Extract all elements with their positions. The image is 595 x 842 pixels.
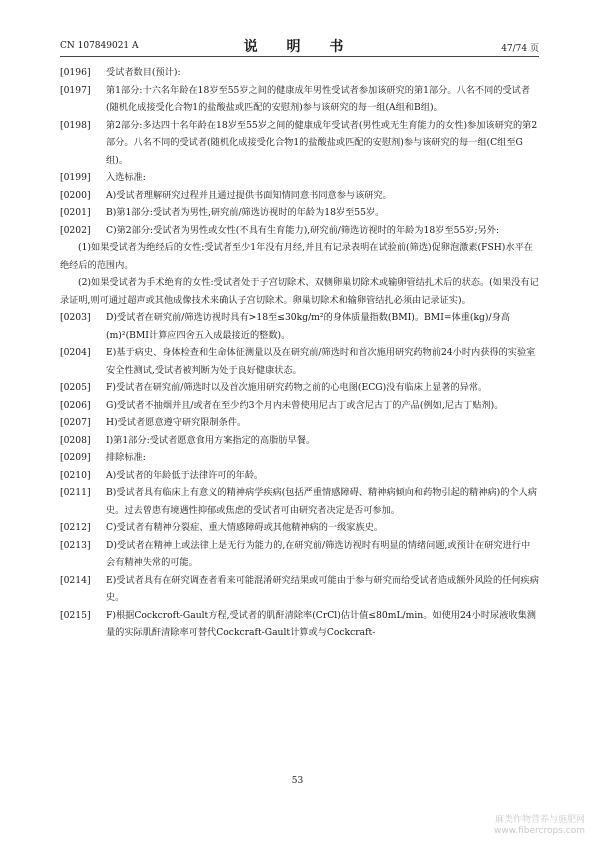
paragraph-text: F)受试者在研究前/筛选时以及首次施用研究药物之前的心电图(ECG)没有临床上显著的异常。 xyxy=(106,382,488,393)
paragraph-text: B)受试者具有临床上有意义的精神病学疾病(包括严重情感障碍、精神病倾向和药物引起的精神病)的个人病史。过去曾患有境遇性抑郁或焦虑的受试者可由研究者决定是否可参加。 xyxy=(106,487,537,516)
paragraph xyxy=(60,344,539,379)
paragraph xyxy=(60,222,539,240)
paragraph-number: [0208] xyxy=(60,434,91,446)
paragraph-number: [0198] xyxy=(60,119,91,131)
paragraph-number: [0203] xyxy=(60,312,91,323)
paragraph-text: C)受试者有精神分裂症、重大情感障碍或其他精神病的一级家族史。 xyxy=(106,522,384,533)
header-rule xyxy=(60,56,539,57)
paragraph xyxy=(60,449,539,467)
watermark-url: www.fibercrops.com xyxy=(494,826,585,836)
paragraph-number: [0199] xyxy=(60,172,91,183)
paragraph xyxy=(60,414,539,432)
paragraph-text: A)受试者的年龄低于法律许可的年龄。 xyxy=(106,469,264,481)
document-body xyxy=(60,64,539,642)
page-number: 53 xyxy=(291,776,304,786)
paragraph xyxy=(60,572,539,607)
paragraph xyxy=(60,82,539,117)
paragraph-text: H)受试者愿意遵守研究限制条件。 xyxy=(106,417,247,428)
sub-paragraph: (1)如果受试者为绝经后的女性:受试者至少1年没有月经,并且有记录表明在试验前(筛选)促卵泡激素(FSH)水平在绝经后的范围内。 xyxy=(60,242,533,271)
paragraph-text: E)受试者具有在研究调查者看来可能混淆研究结果或可能由于参与研究而给受试者造成额外风险的任何疾病史。 xyxy=(106,574,539,603)
paragraph-text: 入选标准: xyxy=(106,172,146,183)
paragraph xyxy=(60,432,539,450)
paragraph-number: [0201] xyxy=(60,207,91,218)
paragraph-text: 第2部分:多达四十名年龄在18岁至55岁之间的健康成年受试者(男性或无生育能力的女性)参加该研究的第2部分。八名不同的受试者(随机化成接受化合物1的盐酸盐或匹配的安慰剂)参与该研究的每一组(C组至G组)。 xyxy=(106,119,538,166)
paragraph-text: 受试者数目(预计): xyxy=(106,67,181,78)
paragraph-text: 第1部分:十六名年龄在18岁至55岁之间的健康成年男性受试者参加该研究的第1部分。八名不同的受试者(随机化成接受化合物1的盐酸盐或匹配的安慰剂)参与该研究的每一组(A组和B组)。 xyxy=(106,84,531,113)
paragraph xyxy=(60,484,539,519)
paragraph-number: [0204] xyxy=(60,347,91,358)
paragraph-number: [0210] xyxy=(60,469,91,481)
paragraph-text: G)受试者不抽烟并且/或者在至少约3个月内未曾使用尼古丁或含尼古丁的产品(例如,尼古丁贴剂)。 xyxy=(106,399,504,411)
paragraph xyxy=(60,397,539,415)
paragraph-text: B)第1部分:受试者为男性,研究前/筛选访视时的年龄为18岁至55岁。 xyxy=(106,207,385,218)
paragraph-number: [0207] xyxy=(60,417,91,428)
paragraph xyxy=(60,204,539,222)
paragraph xyxy=(60,169,539,187)
patent-number: CN 107849021 A xyxy=(60,41,139,51)
paragraph-number: [0212] xyxy=(60,522,91,533)
paragraph-number: [0209] xyxy=(60,452,91,463)
paragraph xyxy=(60,537,539,572)
paragraph xyxy=(60,187,539,205)
paragraph-text: D)受试者在研究前/筛选访视时具有>18至≤30kg/m²的身体质量指数(BMI)。BMI=体重(kg)/身高(m)²(BMI计算应四舍五入成最接近的整数)。 xyxy=(106,312,510,341)
paragraph-text: C)第2部分:受试者为男性或女性(不具有生育能力),研究前/筛选访视时的年龄为18岁至55岁;另外: xyxy=(106,224,500,236)
paragraph-text: A)受试者理解研究过程并且通过提供书面知情同意书同意参与该研究。 xyxy=(106,189,392,201)
paragraph xyxy=(60,607,539,642)
paragraph xyxy=(60,64,539,82)
watermark xyxy=(494,815,585,837)
paragraph-number: [0196] xyxy=(60,67,91,78)
page-of: 47/74 页 xyxy=(501,44,539,54)
paragraph-text: I)第1部分:受试者愿意食用方案指定的高脂肪早餐。 xyxy=(106,434,316,446)
paragraph-text: 排除标准: xyxy=(106,452,146,463)
watermark-site-name: 麻类作物营养与施肥网 xyxy=(494,815,585,825)
paragraph-number: [0200] xyxy=(60,189,91,201)
paragraph-number: [0211] xyxy=(60,487,91,498)
sub-paragraph: (2)如果受试者为手术绝育的女性:受试者处于子宫切除术、双侧卵巢切除术或输卵管结扎术后的状态。(如果没有记录证明,则可通过超声或其他成像技术来确认子宫切除术。卵巢切除术和输卵管结扎必须由记录证实)。 xyxy=(60,277,539,306)
paragraph-number: [0206] xyxy=(60,399,91,411)
document-title: 说 明 书 xyxy=(243,39,356,55)
paragraph xyxy=(60,309,539,344)
paragraph-number: [0205] xyxy=(60,382,91,393)
paragraph xyxy=(60,379,539,397)
paragraph-number: [0202] xyxy=(60,224,91,236)
paragraph-text: F)根据Cockcroft-Gault方程,受试者的肌酐清除率(CrCl)估计值≤80mL/min。如使用24小时尿液收集测量的实际肌酐清除率可替代Cockcraft-Gault计算或与Cockcraft- xyxy=(106,609,536,638)
paragraph xyxy=(60,117,539,170)
paragraph xyxy=(60,519,539,537)
paragraph-number: [0215] xyxy=(60,609,91,621)
paragraph xyxy=(60,467,539,485)
paragraph-text: E)基于病史、身体检查和生命体征测量以及在研究前/筛选时和首次施用研究药物前24小时内获得的实验室安全性测试,受试者被判断为处于良好健康状态。 xyxy=(106,347,536,376)
paragraph-text: D)受试者在精神上或法律上是无行为能力的,在研究前/筛选访视时有明显的情绪问题,或预计在研究进行中会有精神失常的可能。 xyxy=(106,539,531,568)
paragraph-number: [0197] xyxy=(60,84,91,96)
paragraph-number: [0214] xyxy=(60,574,91,586)
paragraph-number: [0213] xyxy=(60,539,91,551)
page-header xyxy=(60,36,539,54)
